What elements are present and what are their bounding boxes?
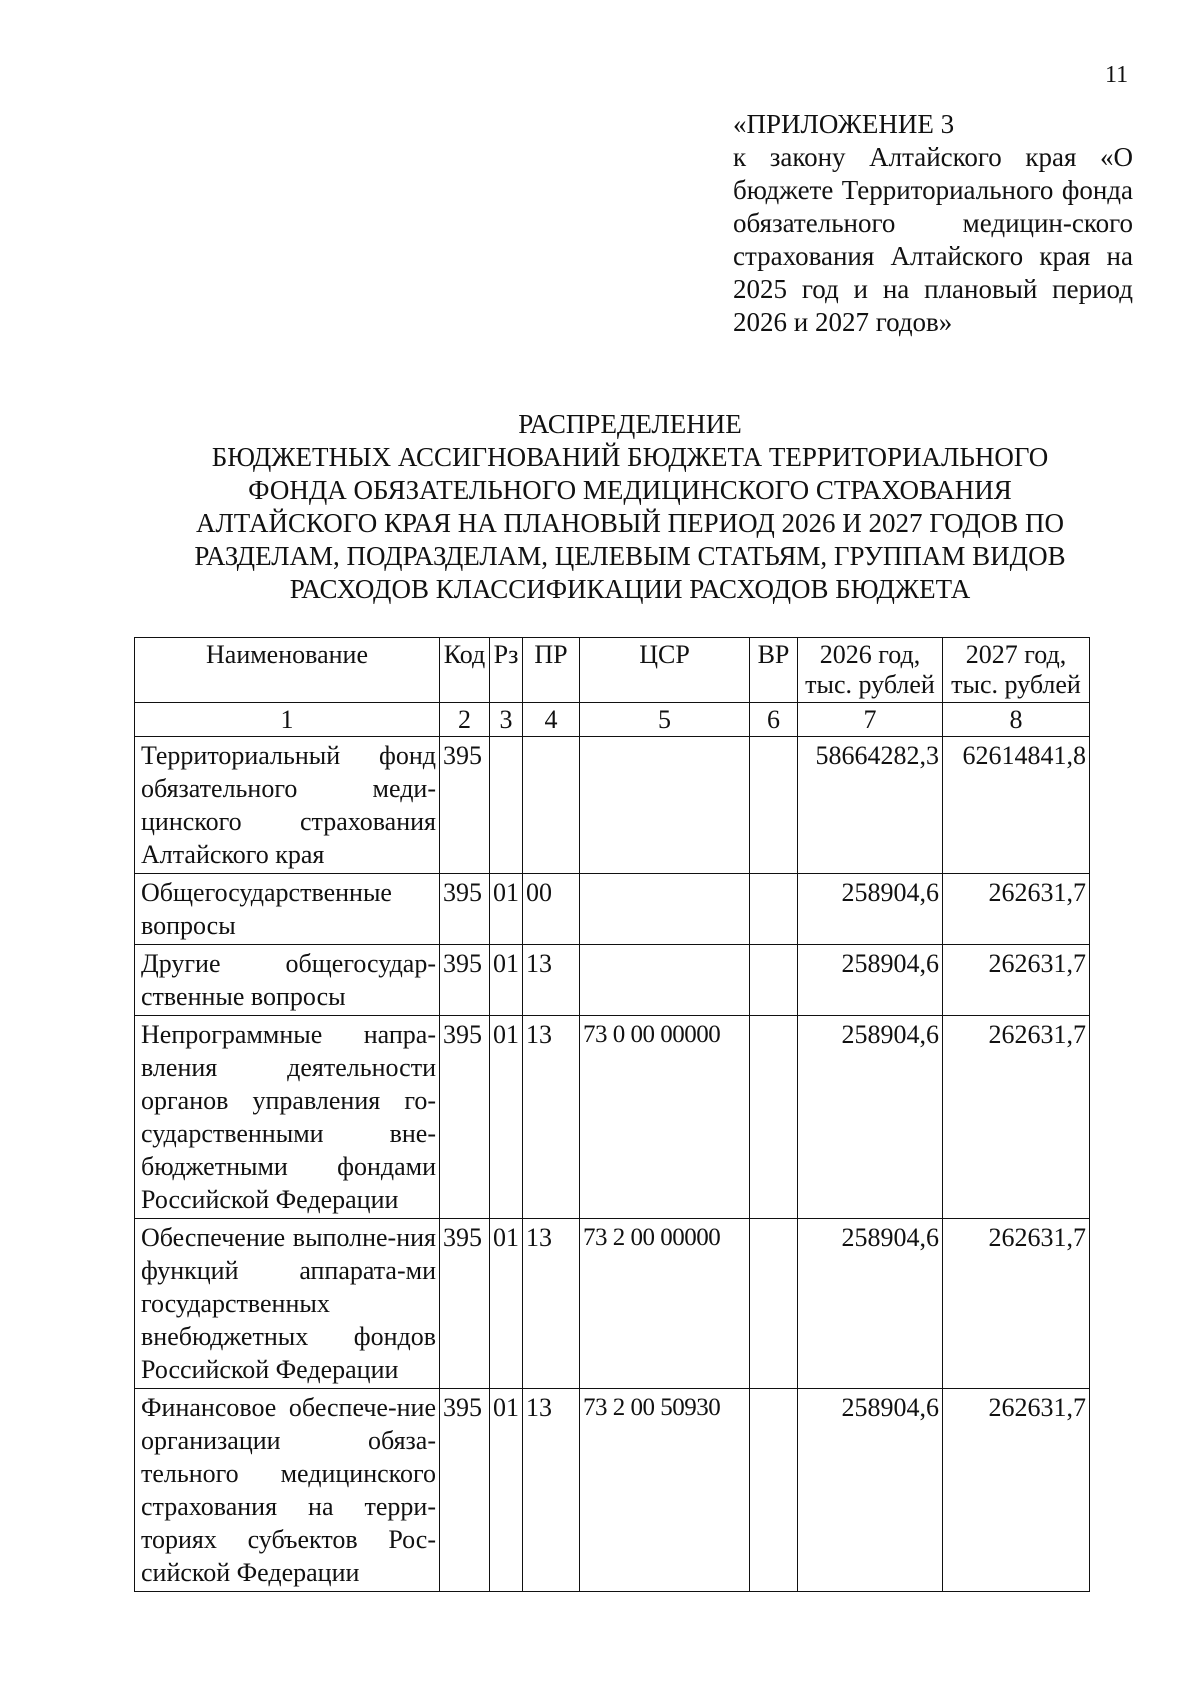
row-rz: 01: [490, 1219, 523, 1389]
appendix-block: [733, 108, 1133, 339]
column-number-row: [135, 703, 1090, 737]
table-row: [135, 945, 1090, 1016]
row-amount-2027: 62614841,8: [943, 737, 1090, 874]
heading-line: ФОНДА ОБЯЗАТЕЛЬНОГО МЕДИЦИНСКОГО СТРАХОВАНИЯ: [248, 475, 1012, 505]
header-2027: [943, 638, 1090, 703]
row-rz: 01: [490, 874, 523, 945]
row-code: 395: [440, 1219, 490, 1389]
page-number: 11: [1105, 62, 1129, 88]
column-number: 2: [440, 703, 490, 737]
header-2027-year: 2027 год,: [965, 640, 1067, 669]
row-rz: 01: [490, 1389, 523, 1592]
appendix-title: «ПРИЛОЖЕНИЕ 3: [733, 109, 955, 139]
row-amount-2027: 262631,7: [943, 874, 1090, 945]
row-pr: 13: [523, 1389, 580, 1592]
row-amount-2027: 262631,7: [943, 945, 1090, 1016]
column-number: 4: [523, 703, 580, 737]
heading-line: РАСХОДОВ КЛАССИФИКАЦИИ РАСХОДОВ БЮДЖЕТА: [289, 574, 971, 604]
row-vr: [750, 1016, 798, 1219]
row-pr: 13: [523, 945, 580, 1016]
row-vr: [750, 737, 798, 874]
row-vr: [750, 1219, 798, 1389]
row-rz: [490, 737, 523, 874]
row-pr: [523, 737, 580, 874]
header-2026: [798, 638, 943, 703]
row-name: Общегосударственные вопросы: [135, 874, 440, 945]
row-code: 395: [440, 1389, 490, 1592]
row-pr: 00: [523, 874, 580, 945]
row-vr: [750, 874, 798, 945]
table-row: [135, 1016, 1090, 1219]
column-number: 6: [750, 703, 798, 737]
budget-table: [134, 637, 1090, 1592]
row-amount-2027: 262631,7: [943, 1219, 1090, 1389]
document-heading: [130, 408, 1130, 606]
row-name: Другие общегосудар-ственные вопросы: [135, 945, 440, 1016]
table-row: [135, 1389, 1090, 1592]
row-amount-2026: 258904,6: [798, 945, 943, 1016]
row-amount-2026: 258904,6: [798, 1016, 943, 1219]
header-csr: ЦСР: [580, 638, 750, 703]
row-amount-2027: 262631,7: [943, 1016, 1090, 1219]
column-number: 7: [798, 703, 943, 737]
row-pr: 13: [523, 1219, 580, 1389]
row-csr: 73 0 00 00000: [580, 1016, 750, 1219]
header-pr: ПР: [523, 638, 580, 703]
table-row: [135, 737, 1090, 874]
heading-line: РАСПРЕДЕЛЕНИЕ: [518, 409, 742, 439]
row-name: Территориальный фонд обязательного меди-цинского страхования Алтайского края: [135, 737, 440, 874]
column-number: 1: [135, 703, 440, 737]
heading-line: БЮДЖЕТНЫХ АССИГНОВАНИЙ БЮДЖЕТА ТЕРРИТОРИАЛЬНОГО: [211, 442, 1049, 472]
row-rz: 01: [490, 945, 523, 1016]
row-csr: [580, 945, 750, 1016]
heading-line: АЛТАЙСКОГО КРАЯ НА ПЛАНОВЫЙ ПЕРИОД 2026 И 2027 ГОДОВ ПО: [195, 508, 1064, 538]
row-amount-2027: 262631,7: [943, 1389, 1090, 1592]
row-amount-2026: 58664282,3: [798, 737, 943, 874]
row-code: 395: [440, 1016, 490, 1219]
header-vr: ВР: [750, 638, 798, 703]
column-number: 8: [943, 703, 1090, 737]
row-amount-2026: 258904,6: [798, 874, 943, 945]
table-row: [135, 1219, 1090, 1389]
row-name: Непрограммные напра-вления деятельности органов управления го-сударственными вне-бюджетными фондами Российской Федерации: [135, 1016, 440, 1219]
header-code: Код: [440, 638, 490, 703]
row-vr: [750, 1389, 798, 1592]
row-vr: [750, 945, 798, 1016]
row-csr: [580, 874, 750, 945]
row-csr: 73 2 00 50930: [580, 1389, 750, 1592]
row-name: Обеспечение выполне-ния функций аппарата-ми государственных внебюджетных фондов Российской Федерации: [135, 1219, 440, 1389]
row-amount-2026: 258904,6: [798, 1389, 943, 1592]
row-code: 395: [440, 874, 490, 945]
header-2026-unit: тыс. рублей: [805, 670, 935, 699]
row-amount-2026: 258904,6: [798, 1219, 943, 1389]
table-row: [135, 874, 1090, 945]
row-code: 395: [440, 737, 490, 874]
row-name: Финансовое обеспече-ние организации обяза-тельного медицинского страхования на терри-ториях субъектов Рос-сийской Федерации: [135, 1389, 440, 1592]
heading-line: РАЗДЕЛАМ, ПОДРАЗДЕЛАМ, ЦЕЛЕВЫМ СТАТЬЯМ, ГРУППАМ ВИДОВ: [194, 541, 1066, 571]
table-header-row: [135, 638, 1090, 703]
header-rz: Рз: [490, 638, 523, 703]
row-csr: 73 2 00 00000: [580, 1219, 750, 1389]
appendix-body: к закону Алтайского края «О бюджете Территориального фонда обязательного медицин-ского страхования Алтайского края на 2025 год и на плановый период 2026 и 2027 годов»: [733, 142, 1133, 337]
row-pr: 13: [523, 1016, 580, 1219]
header-2027-unit: тыс. рублей: [951, 670, 1081, 699]
row-csr: [580, 737, 750, 874]
column-number: 5: [580, 703, 750, 737]
header-2026-year: 2026 год,: [819, 640, 921, 669]
row-code: 395: [440, 945, 490, 1016]
row-rz: 01: [490, 1016, 523, 1219]
header-name: Наименование: [135, 638, 440, 703]
column-number: 3: [490, 703, 523, 737]
